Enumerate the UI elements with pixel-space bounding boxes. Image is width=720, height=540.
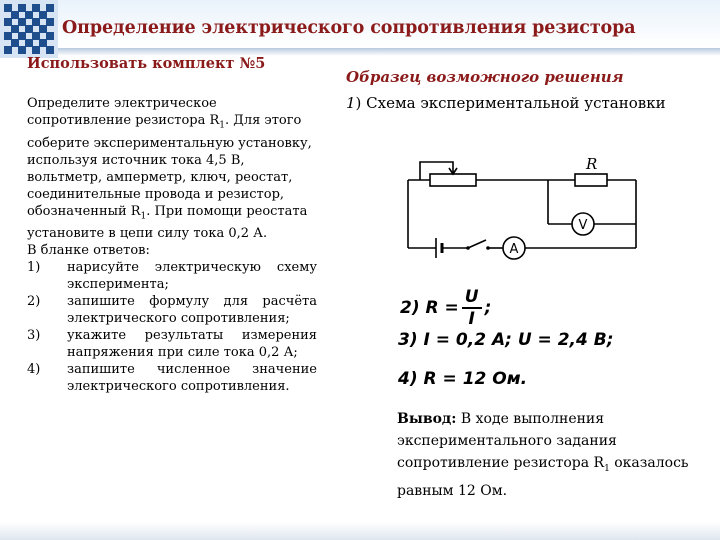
answers-label: В бланке ответов:: [27, 243, 150, 259]
switch-contact: [466, 246, 470, 250]
logo-pattern-icon: [0, 0, 58, 58]
voltmeter-label: V: [578, 218, 588, 233]
circuit-diagram: [400, 152, 650, 272]
rheostat-slider: [420, 162, 453, 180]
ammeter-label: A: [509, 242, 519, 257]
measurement-results: 3) I = 0,2 А; U = 2,4 В;: [398, 330, 614, 350]
rheostat: [430, 174, 476, 186]
conclusion-text: Вывод: В ходе выполнения экспериментального задания сопротивление резистора $R_1$ оказалось равным 12 Ом.: [397, 411, 689, 499]
list-item: 3) укажите результаты измерения напряжения при силе тока 0,2 А;: [27, 328, 317, 361]
list-item: 2) запишите формулу для расчёта электрического сопротивления;: [27, 294, 317, 327]
task-text: [27, 95, 317, 395]
step1-text: 1) Схема экспериментальной установки: [346, 94, 666, 112]
task-intro: Определите электрическое сопротивление резистора $R_1$. Для этого соберите экспериментальную установку, используя источник тока 4,5 В, вольтметр, амперметр, ключ, реостат, соединительные провода и резистор, обозначенный $R_1$. При помощи реостата установите в цепи силу тока 0,2 А.: [27, 96, 312, 242]
switch-contact: [486, 246, 490, 250]
resistor-label: R: [586, 155, 598, 173]
footer-bar: [0, 522, 720, 540]
resistor: [575, 174, 607, 186]
slide-title: Определение электрического сопротивления резистора: [62, 18, 636, 38]
kit-heading: Использовать комплект №5: [27, 55, 266, 72]
resistance-formula: 2) R = $\frac{U}{I}$ ;: [400, 287, 492, 329]
solution-heading: Образец возможного решения: [346, 68, 624, 86]
task-list: [27, 259, 317, 395]
list-item: 1) нарисуйте электрическую схему эксперимента;: [27, 260, 317, 293]
switch-key: [468, 240, 486, 248]
resistance-value: 4) R = 12 Ом.: [398, 369, 528, 389]
list-item: 4) запишите численное значение электрического сопротивления.: [27, 362, 317, 395]
